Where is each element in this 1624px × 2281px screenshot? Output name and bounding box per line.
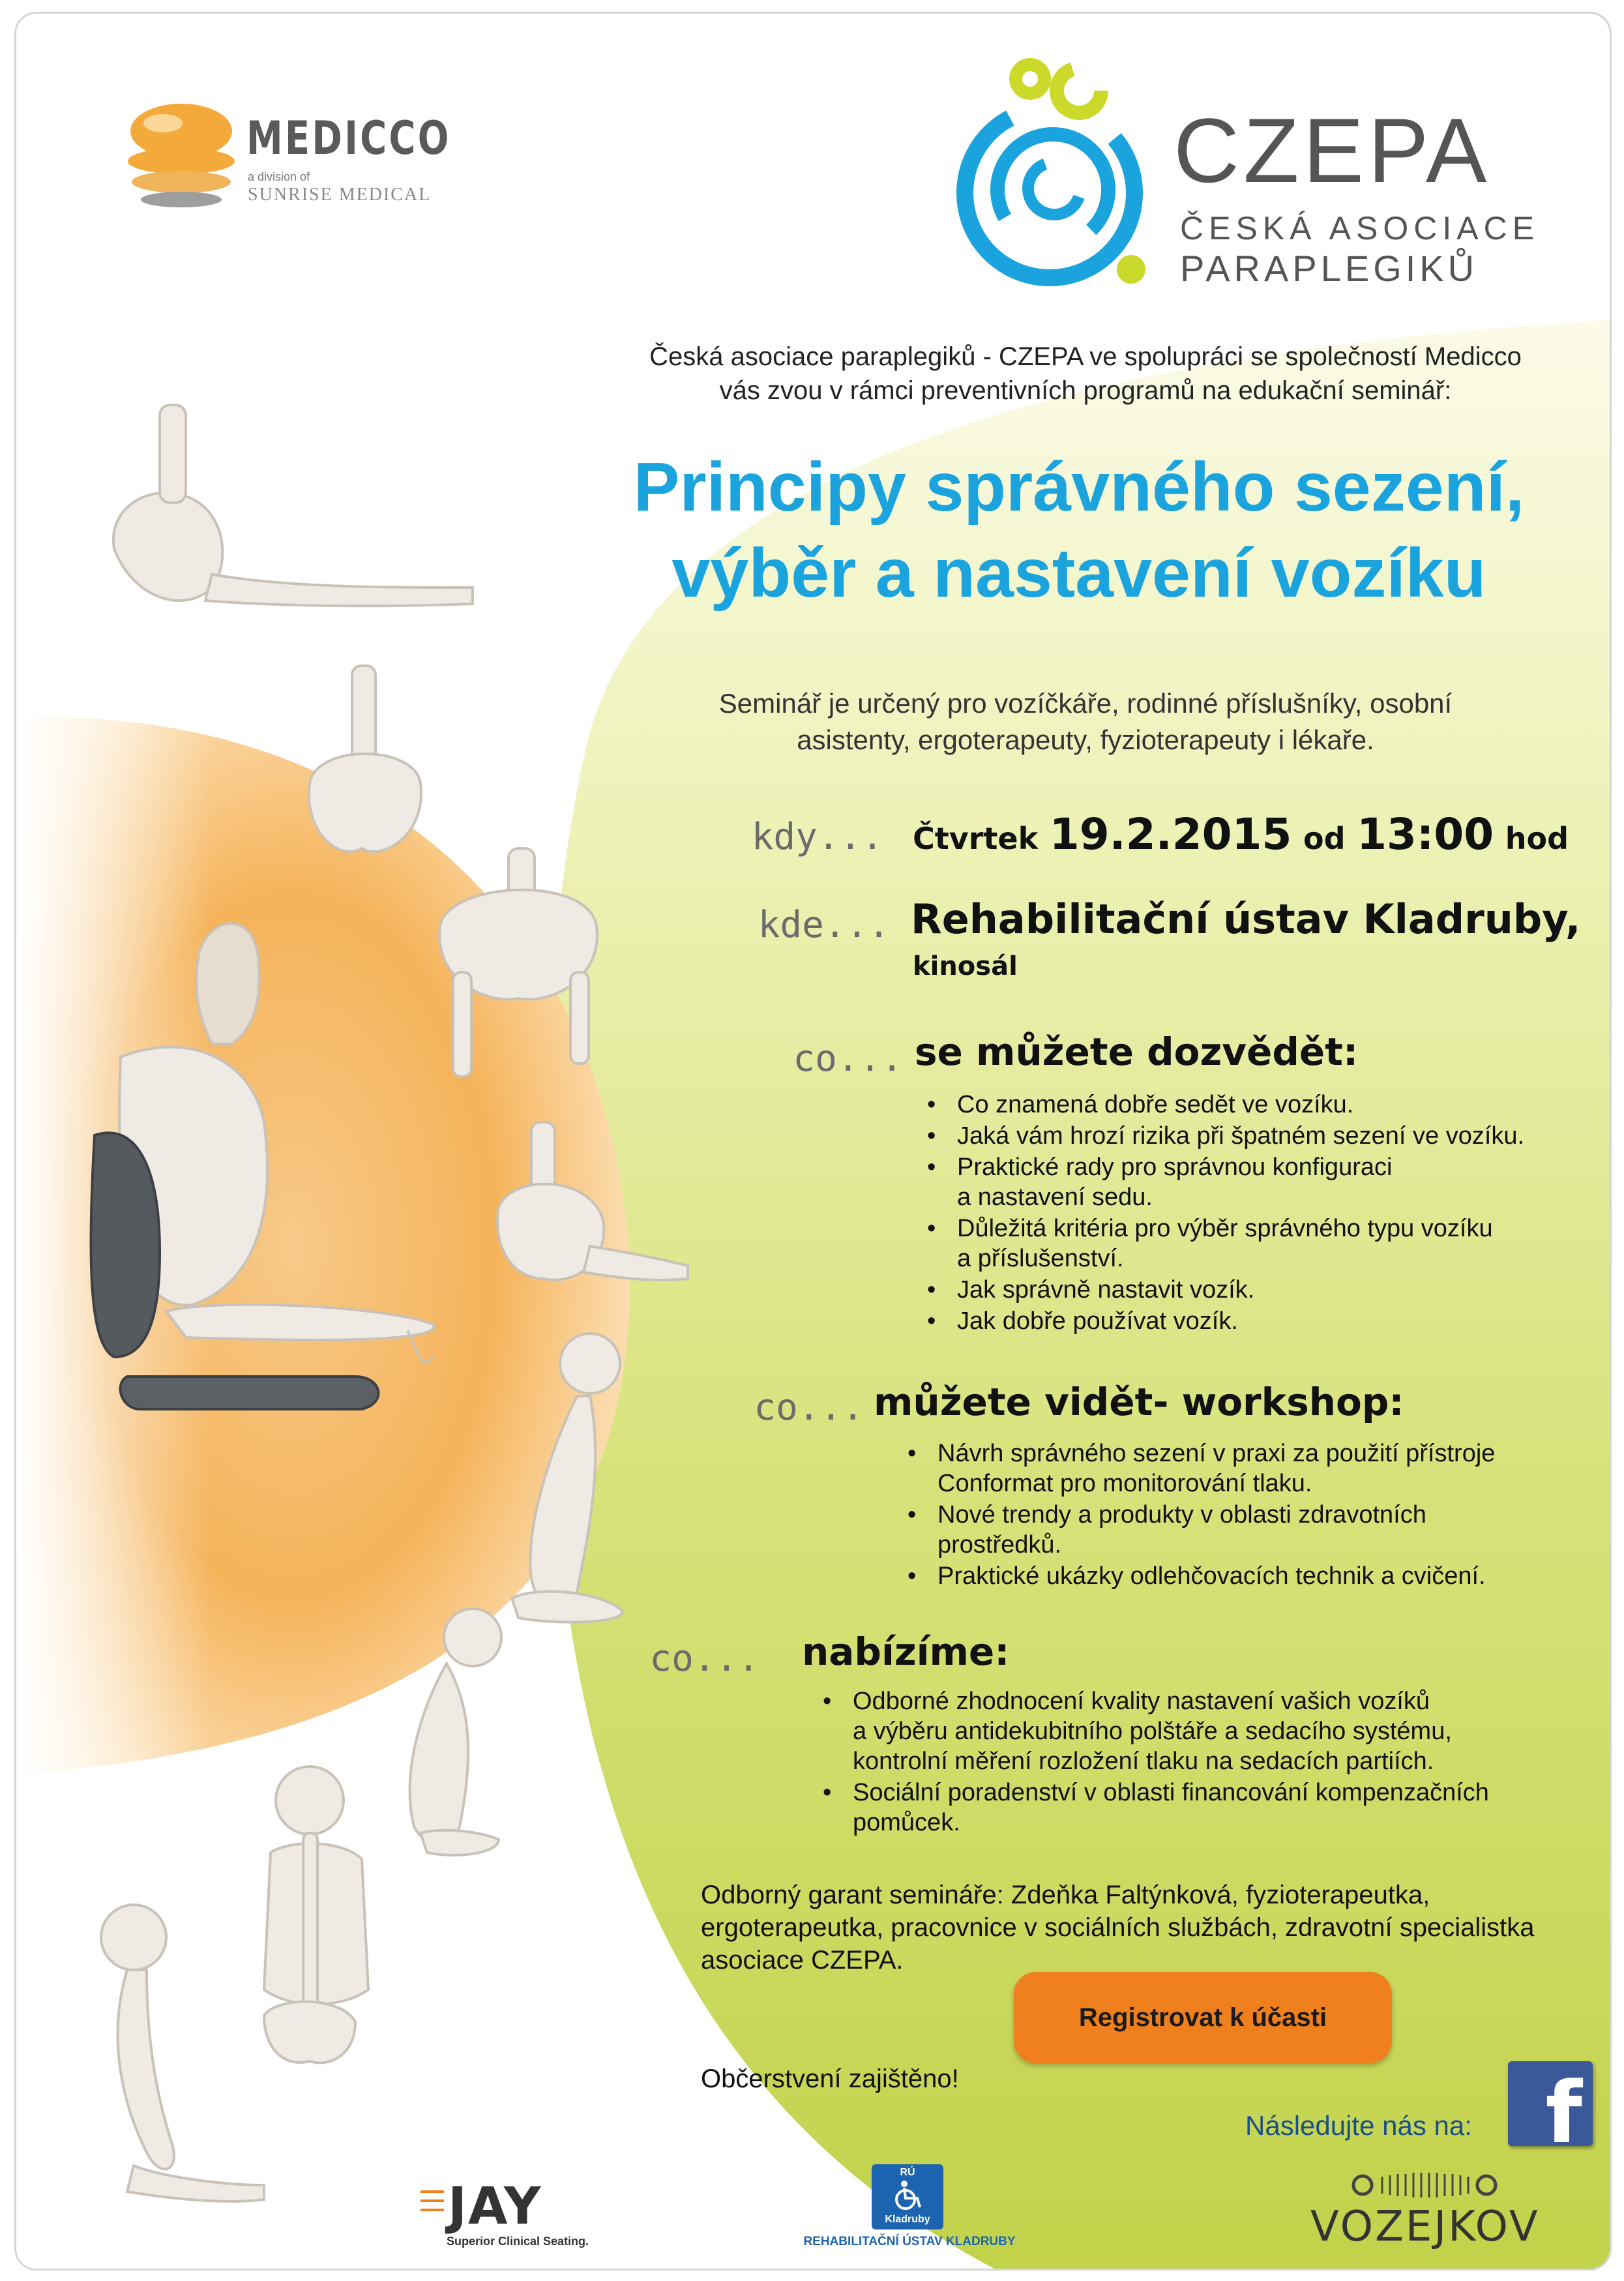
when-time: 13:00 <box>1357 809 1494 859</box>
guarantor-line-2: ergoterapeutka, pracovnice v sociálních službách, zdravotní specialistka <box>701 1913 1535 1942</box>
facebook-glyph: f <box>1545 2063 1582 2146</box>
follow-us-label: Následujte nás na: <box>1245 2110 1472 2141</box>
intro-line-1: Česká asociace paraplegiků - CZEPA ve spolupráci se společností Medicco <box>649 342 1522 371</box>
guarantor-text <box>701 1879 1581 1976</box>
kladruby-name: REHABILITAČNÍ ÚSTAV KLADRUBY <box>803 2235 1016 2248</box>
czepa-spiral-icon <box>955 40 1164 301</box>
offer-list <box>815 1686 1597 1839</box>
title-line-1: Principy správného sezení, <box>633 449 1525 526</box>
medicco-tag-line2: SUNRISE MEDICAL <box>248 185 432 205</box>
bullet-item: • Praktické ukázky odlehčovacích technik a cvičení. <box>900 1561 1604 1591</box>
medicco-wordmark: MEDICCO <box>246 112 451 165</box>
pelvis-illustration-4 <box>497 1122 688 1280</box>
kladruby-logo <box>799 2164 1020 2256</box>
pelvis-illustration-3 <box>439 848 597 1077</box>
bullet-item: • Praktické rady pro správnou konfiguraci a nastavení sedu. <box>919 1152 1604 1212</box>
intro-text <box>525 340 1612 408</box>
audience-text <box>603 685 1568 758</box>
bullet-item: • Nové trendy a produkty v oblasti zdravotních prostředků. <box>900 1500 1604 1560</box>
when-from: od <box>1303 821 1346 856</box>
back-skeleton-illustration <box>264 1767 368 2063</box>
refreshments-note: Občerstvení zajištěno! <box>701 2065 959 2093</box>
when-date: 19.2.2015 <box>1049 809 1292 859</box>
czepa-wordmark: CZEPA <box>1174 99 1491 201</box>
bullet-item: • Jaká vám hrozí rizika při špatném sezení ve vozíku. <box>919 1121 1604 1151</box>
when-unit: hod <box>1505 821 1569 856</box>
offer-label: co... <box>649 1637 760 1680</box>
register-button[interactable]: Registrovat k účasti <box>1014 1972 1392 2063</box>
workshop-list <box>900 1439 1604 1592</box>
guarantor-line-1: Odborný garant semináře: Zdeňka Faltýnková, fyzioterapeutka, <box>701 1881 1430 1909</box>
seminar-title <box>512 444 1612 616</box>
bullet-item: • Důležitá kritéria pro výběr správného typu vozíku a příslušenství. <box>919 1214 1604 1274</box>
kladruby-abbr: RÚ <box>900 2167 915 2178</box>
side-skeleton-illustration <box>101 1905 264 2201</box>
vozejkov-wordmark: VOZEJKOV <box>1310 2203 1540 2251</box>
czepa-line2: PARAPLEGIKŮ <box>1180 248 1479 289</box>
audience-line-1: Seminář je určený pro vozíčkáře, rodinné příslušníky, osobní <box>718 688 1453 719</box>
title-line-2: výběr a nastavení vozíku <box>672 535 1486 612</box>
bullet-item: • Jak správně nastavit vozík. <box>919 1275 1604 1305</box>
bullet-item: • Jak dobře používat vozík. <box>919 1306 1604 1336</box>
learn-label: co... <box>793 1037 903 1080</box>
flyer-page <box>14 12 1612 2271</box>
jay-stripe-3 <box>421 2209 444 2211</box>
bullet-item: • Sociální poradenství v oblasti financování kompenzačních pomůcek. <box>815 1778 1597 1838</box>
where-room: kinosál <box>913 951 1018 981</box>
hunched-skeleton-illustration-1 <box>512 1334 623 1622</box>
when-label: kdy... <box>751 816 883 858</box>
vozejkov-wheels-icon <box>1350 2169 1499 2201</box>
vozejkov-logo <box>1310 2169 1539 2254</box>
jay-logo <box>421 2177 616 2249</box>
kladruby-emblem-icon <box>872 2164 943 2229</box>
hunched-skeleton-illustration-2 <box>410 1609 501 1855</box>
czepa-logo <box>955 40 1542 314</box>
where-label: kde... <box>758 904 890 946</box>
jay-tagline: Superior Clinical Seating. <box>447 2235 589 2248</box>
jay-stripe-2 <box>421 2199 444 2202</box>
where-place: Rehabilitační ústav Kladruby, <box>911 895 1581 943</box>
czepa-line1: ČESKÁ ASOCIACE <box>1180 210 1540 246</box>
workshop-heading: můžete vidět- workshop: <box>874 1380 1404 1424</box>
learn-heading: se můžete dozvědět: <box>915 1030 1359 1074</box>
seated-skeleton-illustration <box>91 923 434 1409</box>
when-value <box>913 809 1569 859</box>
offer-heading: nabízíme: <box>802 1630 1010 1674</box>
when-day: Čtvrtek <box>913 821 1039 856</box>
intro-line-2: vás zvou v rámci preventivních programů na edukační seminář: <box>719 376 1452 405</box>
pelvis-illustration-1 <box>113 405 473 606</box>
bullet-item: • Odborné zhodnocení kvality nastavení vašich vozíků a výběru antidekubitního polštáře a sedacího systému, kontrolní měření rozložení tlaku na sedacích partiích. <box>815 1686 1597 1776</box>
workshop-label: co... <box>754 1386 864 1429</box>
pelvis-illustration-2 <box>309 666 421 852</box>
audience-line-2: asistenty, ergoterapeuty, fyzioterapeuty i lékaře. <box>797 724 1374 755</box>
kladruby-place: Kladruby <box>885 2214 930 2225</box>
medicco-tag-line1: a division of <box>248 170 310 183</box>
jay-stripe-1 <box>421 2190 444 2193</box>
learn-list <box>919 1090 1604 1337</box>
guarantor-line-3: asociace CZEPA. <box>701 1946 904 1975</box>
bullet-item: • Co znamená dobře sedět ve vozíku. <box>919 1090 1604 1120</box>
wheelchair-icon <box>891 2179 924 2211</box>
jay-wordmark: JAY <box>448 2177 542 2236</box>
bullet-item: • Návrh správného sezení v praxi za použití přístroje Conformat pro monitorování tlaku. <box>900 1439 1604 1498</box>
facebook-icon[interactable] <box>1508 2061 1593 2146</box>
